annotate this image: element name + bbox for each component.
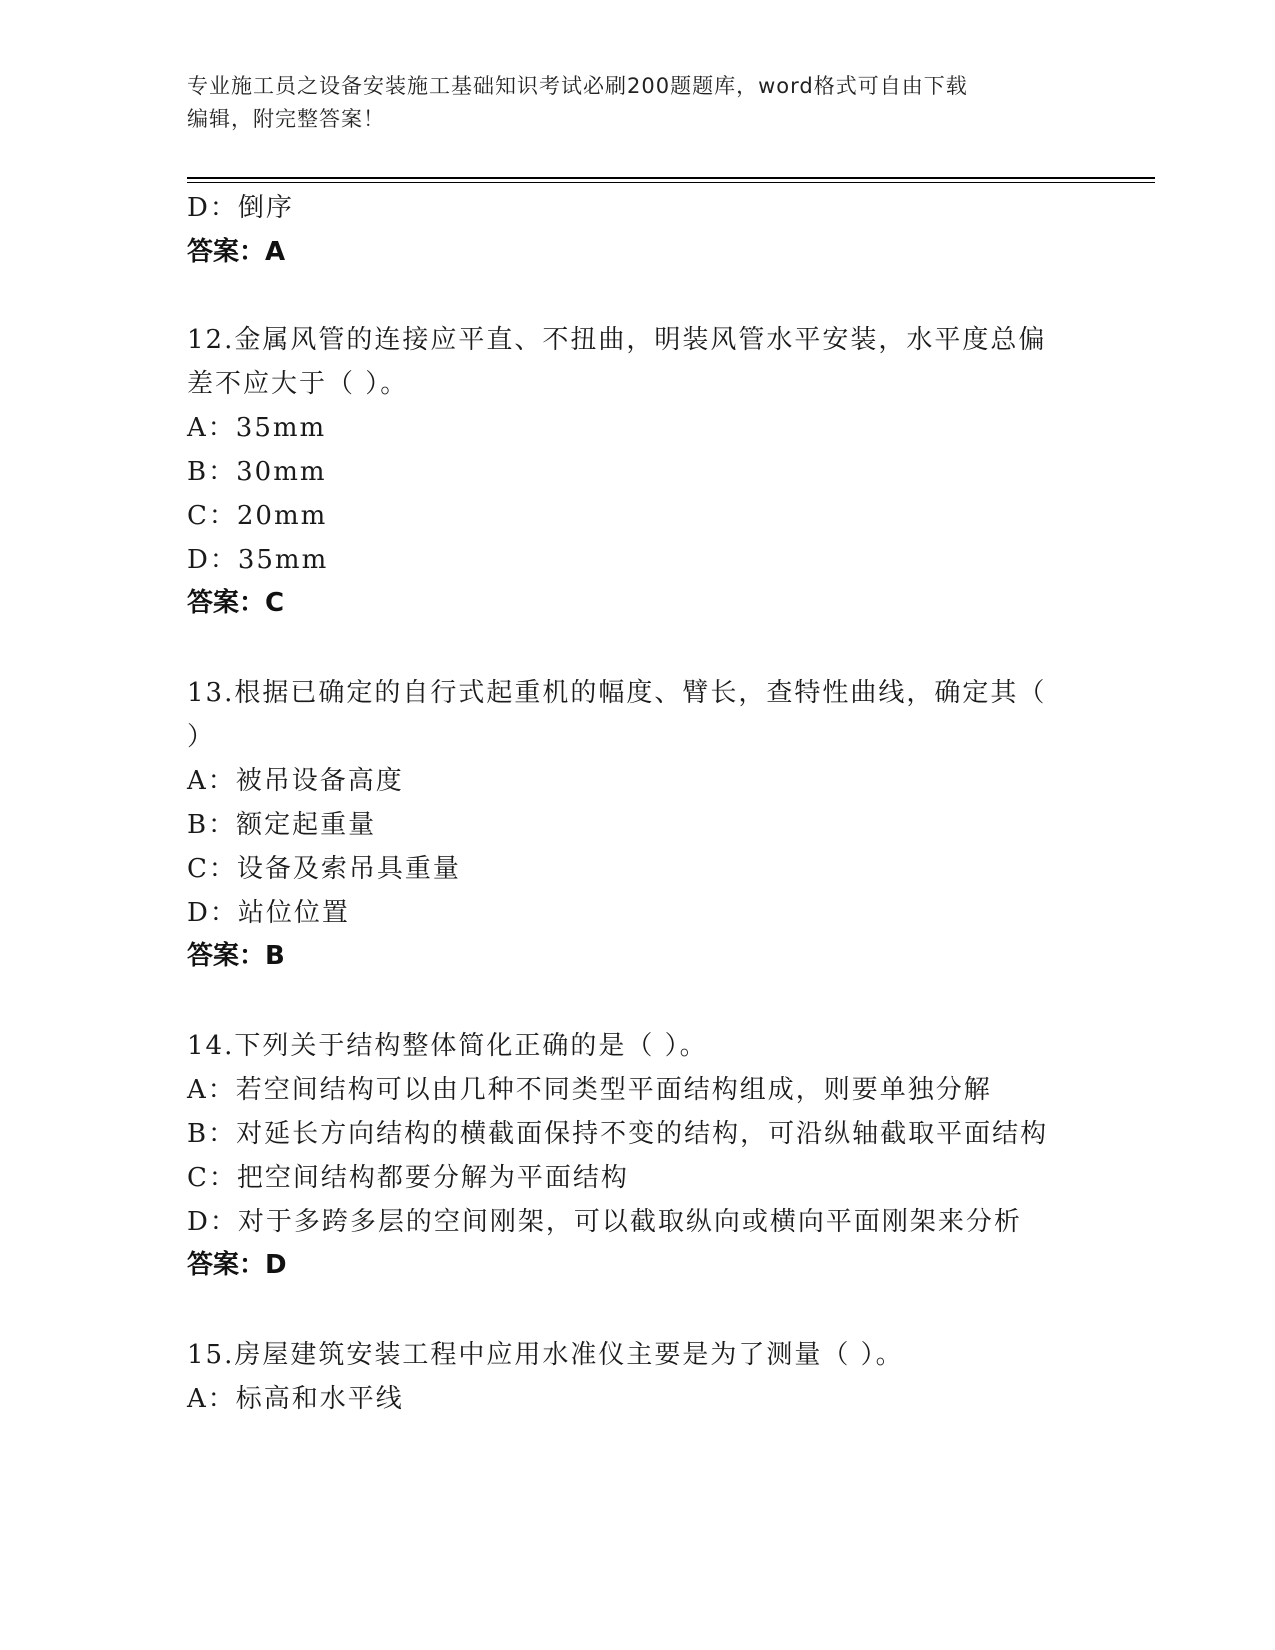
- option-line: D：站位位置: [187, 898, 350, 928]
- answer-line: 答案：B: [187, 941, 285, 971]
- header-line-2: 编辑，附完整答案！: [187, 107, 385, 131]
- option-line: D：35mm: [187, 545, 329, 575]
- question-line: ）: [187, 722, 216, 752]
- header-divider-thin: [187, 182, 1155, 183]
- option-line: B：30mm: [187, 457, 327, 487]
- option-line: D：倒序: [187, 193, 294, 223]
- question-line: 12.金属风管的连接应平直、不扭曲，明装风管水平安装，水平度总偏: [187, 325, 1047, 355]
- option-line: A：标高和水平线: [187, 1384, 404, 1414]
- option-line: A：若空间结构可以由几种不同类型平面结构组成，则要单独分解: [187, 1075, 992, 1105]
- header-line-1: 专业施工员之设备安装施工基础知识考试必刷200题题库，word格式可自由下载: [187, 74, 968, 98]
- answer-line: 答案：A: [187, 237, 286, 267]
- question-line: 13.根据已确定的自行式起重机的幅度、臂长，查特性曲线，确定其（: [187, 678, 1047, 708]
- option-line: A：35mm: [187, 413, 327, 443]
- answer-line: 答案：D: [187, 1250, 287, 1280]
- option-line: C：设备及索吊具重量: [187, 854, 461, 884]
- answer-line: 答案：C: [187, 588, 285, 618]
- option-line: B：额定起重量: [187, 810, 377, 840]
- question-line: 14.下列关于结构整体简化正确的是（ ）。: [187, 1031, 708, 1061]
- option-line: C：把空间结构都要分解为平面结构: [187, 1163, 629, 1193]
- question-line: 15.房屋建筑安装工程中应用水准仪主要是为了测量（ ）。: [187, 1340, 904, 1370]
- header-divider-thick: [187, 177, 1155, 179]
- option-line: D：对于多跨多层的空间刚架，可以截取纵向或横向平面刚架来分析: [187, 1207, 1022, 1237]
- option-line: C：20mm: [187, 501, 328, 531]
- option-line: A：被吊设备高度: [187, 766, 404, 796]
- document-header: [187, 70, 1087, 136]
- question-line: 差不应大于（ ）。: [187, 369, 409, 399]
- option-line: B：对延长方向结构的横截面保持不变的结构，可沿纵轴截取平面结构: [187, 1119, 1049, 1149]
